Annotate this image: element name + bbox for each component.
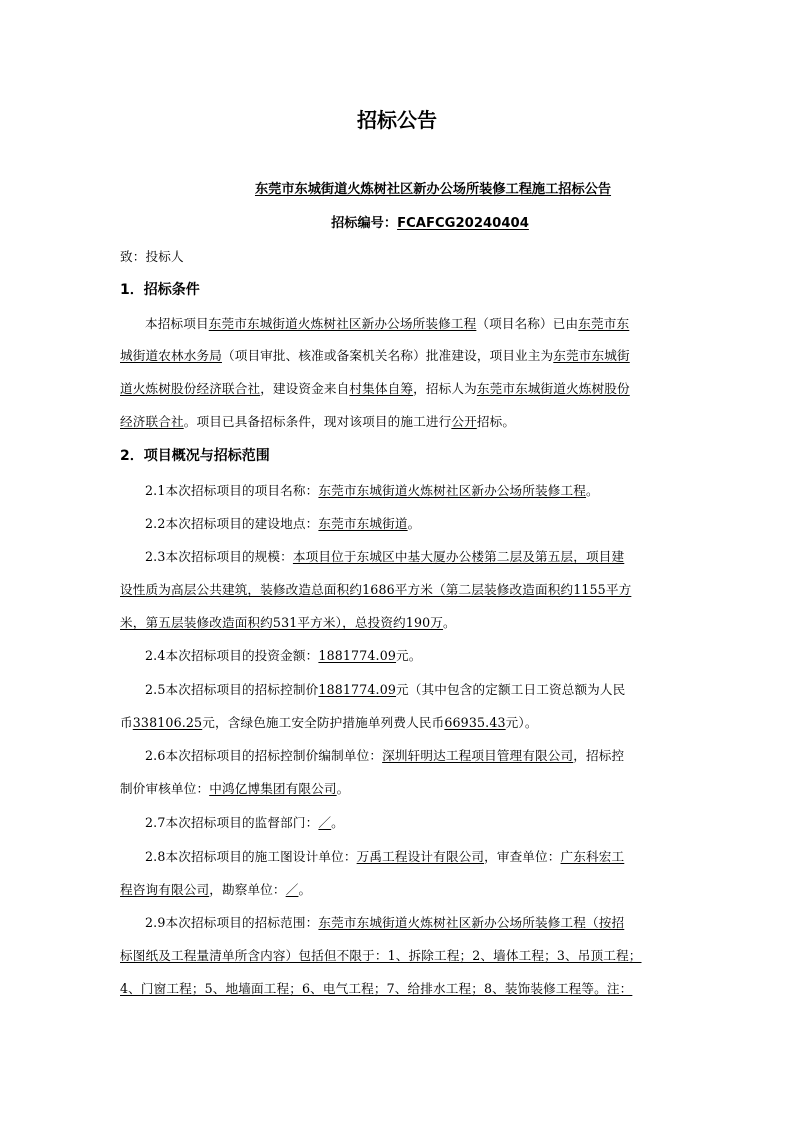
section-1-line-2: [120, 345, 675, 364]
text: ，审查单位：: [484, 849, 561, 864]
section-1-line-1: [145, 313, 700, 332]
text: 币: [120, 715, 133, 730]
text: 。: [298, 882, 312, 897]
tender-number-value: FCAFCG20240404: [397, 216, 529, 231]
text: 。: [407, 516, 421, 531]
item-2-8-line-1: [145, 846, 700, 865]
text: 。: [331, 815, 344, 830]
tender-number-label: 招标编号：: [331, 216, 398, 231]
text: 2.1本次招标项目的项目名称：: [145, 483, 319, 498]
text: （项目审批、核准或备案机关名称）批准建设，项目业主为: [221, 348, 554, 363]
approval-authority: 城街道农林水务局: [120, 348, 222, 363]
text: 元，含绿色施工安全防护措施单列费人民币: [202, 715, 445, 730]
text: 元。: [396, 648, 422, 663]
text: 招标。: [476, 414, 516, 429]
value: 程咨询有限公司: [120, 882, 210, 897]
item-2-1: [145, 480, 700, 499]
text: ，招标控: [573, 748, 625, 763]
text: 2.8本次招标项目的施工图设计单位：: [145, 849, 357, 864]
project-title: 东莞市东城街道火炼树社区新办公场所装修工程施工招标公告: [254, 182, 612, 197]
fund-source: 村集体自筹: [349, 381, 414, 396]
value: 东莞市东城街道火炼树社区新办公场所装修工程（按招: [318, 915, 625, 930]
item-2-9-line-3: 4、门窗工程；5、地墙面工程；6、电气工程；7、给排水工程；8、装饰装修工程等。注：: [120, 981, 633, 996]
item-2-6-line-2: [120, 778, 675, 797]
text: 2.4本次招标项目的投资金额：: [145, 648, 319, 663]
value: 本项目位于东城区中基大厦办公楼第二层及第五层，项目建: [292, 549, 625, 564]
text: 2.9本次招标项目的招标范围：: [145, 915, 319, 930]
item-2-2: [145, 513, 700, 532]
project-owner: 道火炼树股份经济联合社: [120, 381, 261, 396]
item-2-3-line-1: [145, 546, 700, 565]
section-2-heading: 2．项目概况与招标范围: [120, 448, 270, 464]
text: （项目名称）已由: [476, 316, 579, 331]
text: 本招标项目: [145, 316, 209, 331]
section-1-line-3: [120, 378, 675, 397]
tender-number: [0, 212, 794, 231]
salutation: 致：投标人: [120, 249, 184, 264]
value: ／: [318, 815, 332, 830]
text: 2.6本次招标项目的招标控制价编制单位：: [145, 748, 383, 763]
text: 元）。: [505, 715, 538, 730]
text: 2.2本次招标项目的建设地点：: [145, 516, 319, 531]
value: 深圳轩明达工程项目管理有限公司: [382, 748, 574, 763]
tender-method: 公开: [451, 414, 477, 429]
value: 东莞市东城街道: [318, 516, 408, 531]
text: 。: [443, 615, 456, 630]
section-1-line-4: [120, 411, 675, 430]
text: 。: [336, 781, 350, 796]
approval-authority: 东莞市东: [578, 316, 630, 331]
value: 66935.43: [444, 715, 506, 730]
value: 1881774.09: [318, 682, 397, 697]
item-2-9-line-1: [145, 912, 700, 931]
text: 2.5本次招标项目的招标控制价: [145, 682, 319, 697]
value: ／: [285, 882, 299, 897]
project-name: 东莞市东城街道火炼树社区新办公场所装修工程: [208, 316, 477, 331]
text: ，建设资金来自: [260, 381, 350, 396]
text: 2.7本次招标项目的监督部门：: [145, 815, 319, 830]
text: 2.3本次招标项目的规模：: [145, 549, 293, 564]
item-2-3-line-3: [120, 612, 675, 631]
tenderer: 经济联合社: [120, 414, 184, 429]
value: 米，第五层装修改造面积约531平方米），总投资约190万: [120, 615, 444, 630]
item-2-4: [145, 645, 700, 664]
value: 1881774.09: [318, 648, 397, 663]
item-2-6-line-1: [145, 745, 700, 764]
page-title: 招标公告: [357, 108, 437, 132]
value: 万禹工程设计有限公司: [356, 849, 485, 864]
value: 338106.25: [132, 715, 203, 730]
tenderer: 东莞市东城街道火炼树股份: [476, 381, 630, 396]
value: 中鸿亿博集团有限公司: [209, 781, 337, 796]
text: 。: [586, 483, 599, 498]
item-2-9-line-2: 标图纸及工程量清单所含内容）包括但不限于：1、拆除工程；2、墙体工程；3、吊顶工程；: [120, 948, 642, 963]
item-2-3-line-2: 设性质为高层公共建筑，装修改造总面积约1686平方米（第二层装修改造面积约1155平方: [120, 582, 632, 597]
item-2-5-line-1: [145, 679, 700, 698]
value: 东莞市东城街道火炼树社区新办公场所装修工程: [318, 483, 587, 498]
text: 元（其中包含的定额工日工资总额为人民: [396, 682, 626, 697]
item-2-7: [145, 812, 700, 831]
value: 广东科宏工: [560, 849, 625, 864]
project-owner: 东莞市东城街: [553, 348, 630, 363]
item-2-8-line-2: [120, 879, 675, 898]
text: ，勘察单位：: [209, 882, 286, 897]
item-2-5-line-2: [120, 712, 675, 731]
text: 。项目已具备招标条件，现对该项目的施工进行: [183, 414, 452, 429]
section-1-heading: 1．招标条件: [120, 282, 200, 298]
text: 制价审核单位：: [120, 781, 210, 796]
text: ，招标人为: [413, 381, 477, 396]
